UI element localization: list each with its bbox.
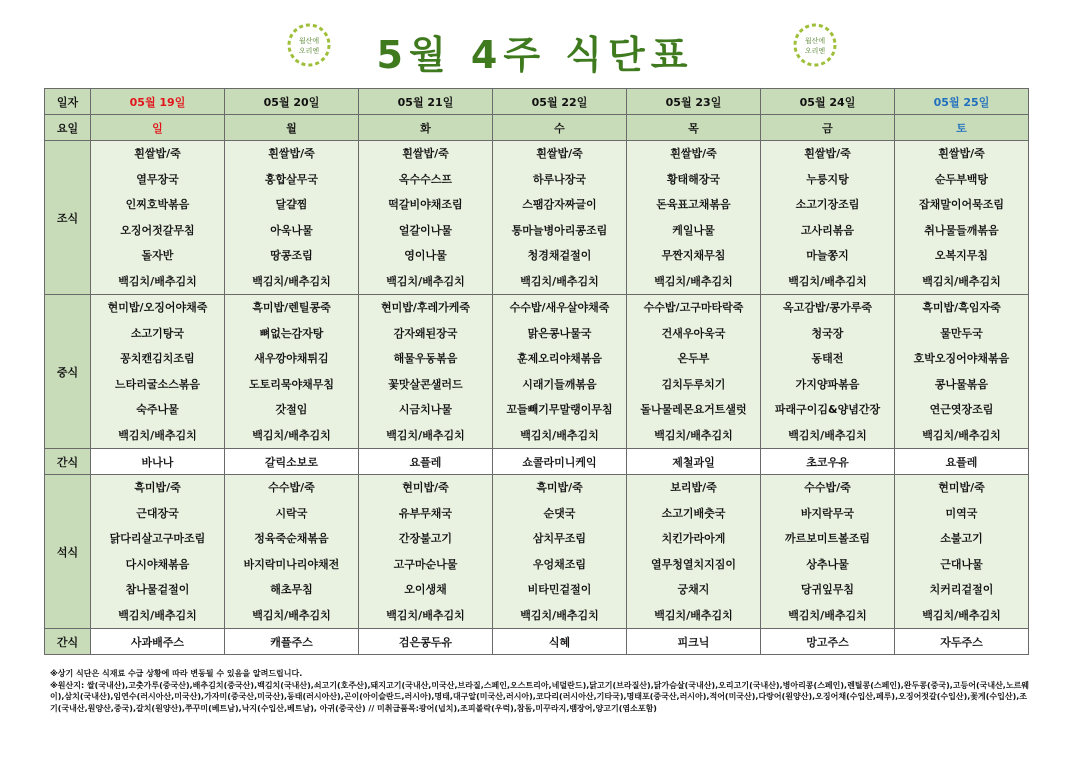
menu-item: 인찌호박볶음 [125, 198, 190, 211]
menu-item: 오징어젓갈무침 [120, 223, 195, 237]
snack1-row [45, 449, 1029, 475]
menu-item: 현미밥/죽 [938, 481, 985, 494]
menu-item: 백김치/배추김치 [788, 274, 867, 288]
dinner-cell [895, 475, 1029, 629]
menu-item: 소고기장조림 [795, 198, 860, 211]
menu-item: 동태전 [811, 352, 844, 365]
menu-item: 오이생채 [404, 583, 447, 596]
menu-item: 백김치/배추김치 [386, 274, 465, 288]
page-title: 5월 4주 식단표 [376, 33, 694, 77]
snack-cell: 자두주스 [895, 629, 1029, 655]
weekday-cell: 수 [493, 115, 627, 141]
menu-item: 백김치/배추김치 [386, 428, 465, 442]
lunch-cell [627, 295, 761, 449]
date-cell: 05월 22일 [493, 89, 627, 115]
date-cell: 05월 19일 [91, 89, 225, 115]
date-cell: 05월 24일 [761, 89, 895, 115]
menu-item: 백김치/배추김치 [520, 428, 599, 442]
lunch-cell [895, 295, 1029, 449]
footnotes [50, 668, 1030, 714]
menu-item: 홍합살무국 [264, 172, 319, 186]
snack-cell: 갈릭소보로 [225, 449, 359, 475]
menu-item: 하루나장국 [532, 172, 587, 186]
snack-cell: 캐플주스 [225, 629, 359, 655]
menu-item: 옥고감밥/콩가루죽 [782, 301, 873, 314]
menu-item: 닭다리살고구마조림 [109, 532, 206, 545]
dinner-cell [359, 475, 493, 629]
menu-item: 현미밥/후레가케죽 [380, 301, 471, 314]
menu-item: 다시야채볶음 [125, 557, 190, 571]
menu-item: 상추나물 [806, 557, 849, 571]
menu-item: 누룽지탕 [806, 172, 849, 186]
menu-item: 흰쌀밥/죽 [134, 147, 181, 160]
snack2-row [45, 629, 1029, 655]
wreath-logo-icon [792, 22, 838, 68]
menu-item: 소고기배춧국 [661, 506, 726, 520]
weekday-cell: 일 [91, 115, 225, 141]
menu-item: 고사리볶음 [800, 223, 855, 237]
menu-item: 물만두국 [940, 326, 983, 340]
menu-item: 현미밥/오징어야채죽 [107, 301, 208, 314]
svg-text:월산에: 월산에 [804, 37, 826, 45]
row-label-dinner: 석식 [45, 475, 91, 629]
menu-item: 새우깡야채튀김 [254, 352, 329, 365]
menu-item: 백김치/배추김치 [520, 608, 599, 622]
menu-item: 취나물들깨볶음 [924, 223, 999, 237]
menu-item: 흑미밥/렌틸콩죽 [252, 301, 331, 314]
snack-cell: 식혜 [493, 629, 627, 655]
row-label-snack2: 간식 [45, 629, 91, 655]
menu-item: 미역국 [945, 506, 978, 520]
origin-note: ※원산지: 쌀(국내산),고춧가루(중국산),배추김치(중국산),백김치(국내산),쇠고기(호주산),돼지고기(국내산,미국산,브라질,스페인,오스트리아,네덜란드),닭고기(브라질산),닭가슴살(국내산),오리고기(국내산),병아리콩(스페인),렌틸콩(스페인),완두콩(중국),고등어(국내산,노르웨이),삼치(국내산),임연수(러시아산,미국산),가자미(중국산,미국산),동태(러시아산),곤이(아이슬란드,러시아),명태,대구알(미국산,러시아),코다리(러시아산,기타국),명태포(중국산,러시아),적어(미국산),다랑어(원양산),오징어채(수입산,페루),오징어젓갈(수입산),꽃게(수입산),조기(국내산,원양산,중국),갈치(원양산),쭈꾸미(베트남),낙지(수입산,베트남), 아귀(중국산) // 미취급품목:광어(넙치),조피볼락(우럭),참돔,미꾸라지,뱀장어,양고기(염소포함) [50, 680, 1030, 713]
menu-item: 감자왜된장국 [393, 326, 458, 340]
menu-item: 까르보미트볼조림 [784, 532, 870, 545]
menu-item: 도토리묵야채무침 [248, 377, 334, 391]
snack-cell: 피크닉 [627, 629, 761, 655]
svg-text:오리엔: 오리엔 [298, 47, 320, 55]
row-label-lunch: 중식 [45, 295, 91, 449]
snack-cell: 초코우유 [761, 449, 895, 475]
menu-item: 통마늘병아리콩조림 [511, 223, 608, 237]
snack-cell: 제철과일 [627, 449, 761, 475]
weekday-row [45, 115, 1029, 141]
menu-item: 백김치/배추김치 [788, 428, 867, 442]
notice-note: ※상기 식단은 식재료 수급 상황에 따라 변동될 수 있음을 알려드립니다. [50, 669, 303, 678]
dinner-cell [493, 475, 627, 629]
menu-item: 백김치/배추김치 [252, 608, 331, 622]
lunch-cell [761, 295, 895, 449]
menu-item: 정육죽순채볶음 [254, 532, 329, 545]
breakfast-cell [493, 141, 627, 295]
menu-item: 궁채지 [677, 583, 710, 596]
menu-item: 수수밥/죽 [268, 481, 315, 494]
menu-item: 뼈없는감자탕 [259, 326, 324, 340]
menu-item: 흑미밥/죽 [536, 481, 583, 494]
date-cell: 05월 20일 [225, 89, 359, 115]
menu-item: 열무장국 [136, 172, 179, 186]
menu-item: 호박오징어야채볶음 [913, 352, 1010, 365]
menu-item: 꼬들빼기무말랭이무침 [506, 403, 613, 416]
row-label-breakfast: 조식 [45, 141, 91, 295]
menu-item: 연근엿장조림 [929, 403, 994, 416]
breakfast-cell [761, 141, 895, 295]
menu-item: 시락국 [275, 506, 308, 520]
menu-item: 꽁치캔김치조림 [120, 352, 195, 365]
menu-item: 달걀찜 [275, 198, 308, 211]
menu-item: 우엉채조림 [532, 557, 587, 571]
row-label-day: 요일 [45, 115, 91, 141]
menu-item: 고구마순나물 [393, 557, 458, 571]
menu-item: 보리밥/죽 [670, 481, 717, 494]
snack-cell: 요플레 [895, 449, 1029, 475]
menu-item: 백김치/배추김치 [922, 608, 1001, 622]
menu-item: 스팸감자짜글이 [522, 198, 597, 211]
menu-item: 흰쌀밥/죽 [804, 147, 851, 160]
weekday-cell: 월 [225, 115, 359, 141]
breakfast-cell [359, 141, 493, 295]
row-label-date: 일자 [45, 89, 91, 115]
lunch-cell [493, 295, 627, 449]
menu-item: 수수밥/죽 [804, 481, 851, 494]
menu-item: 무짠지채무침 [661, 249, 726, 262]
menu-item: 콩나물볶음 [934, 377, 989, 391]
date-row [45, 89, 1029, 115]
menu-item: 백김치/배추김치 [118, 608, 197, 622]
menu-item: 옥수수스프 [398, 172, 453, 186]
menu-item: 돈육표고채볶음 [656, 198, 731, 211]
menu-item: 수수밥/새우살야채죽 [509, 301, 610, 314]
menu-item: 백김치/배추김치 [118, 428, 197, 442]
menu-item: 김치두루치기 [661, 377, 726, 391]
menu-item: 당귀잎무침 [800, 583, 855, 596]
menu-item: 파래구이김&양념간장 [774, 403, 881, 416]
menu-item: 백김치/배추김치 [788, 608, 867, 622]
menu-item: 수수밥/고구마타락죽 [643, 301, 744, 314]
menu-item: 참나물겉절이 [125, 583, 190, 596]
menu-item: 백김치/배추김치 [654, 428, 733, 442]
menu-item: 땅콩조림 [270, 249, 313, 262]
svg-text:월산에: 월산에 [298, 37, 320, 45]
date-cell: 05월 21일 [359, 89, 493, 115]
menu-item: 흰쌀밥/죽 [938, 147, 985, 160]
breakfast-cell [627, 141, 761, 295]
menu-item: 순댓국 [543, 506, 576, 520]
menu-item: 치킨가라아게 [661, 532, 726, 545]
menu-item: 근대나물 [940, 557, 983, 571]
snack-cell: 검은콩두유 [359, 629, 493, 655]
menu-item: 흰쌀밥/죽 [670, 147, 717, 160]
lunch-row [45, 295, 1029, 449]
menu-item: 마늘쫑지 [806, 249, 849, 262]
menu-item: 백김치/배추김치 [252, 274, 331, 288]
snack-cell: 쇼콜라미니케익 [493, 449, 627, 475]
menu-item: 백김치/배추김치 [252, 428, 331, 442]
weekday-cell: 토 [895, 115, 1029, 141]
menu-item: 아욱나물 [270, 223, 313, 237]
menu-item: 근대장국 [136, 506, 179, 520]
dinner-cell [225, 475, 359, 629]
menu-item: 맑은콩나물국 [527, 326, 592, 340]
lunch-cell [359, 295, 493, 449]
snack-cell: 사과배주스 [91, 629, 225, 655]
date-cell: 05월 23일 [627, 89, 761, 115]
menu-item: 치커리겉절이 [929, 583, 994, 596]
menu-item: 바지락무국 [800, 506, 855, 520]
date-cell: 05월 25일 [895, 89, 1029, 115]
menu-item: 청국장 [811, 326, 844, 340]
menu-item: 느타리굴소스볶음 [114, 377, 200, 391]
menu-item: 백김치/배추김치 [922, 428, 1001, 442]
page-header [0, 0, 1070, 88]
menu-item: 현미밥/죽 [402, 481, 449, 494]
menu-item: 해초무침 [270, 583, 313, 596]
menu-item: 돌자반 [141, 249, 174, 262]
menu-item: 시래기들깨볶음 [522, 377, 597, 391]
svg-text:오리엔: 오리엔 [804, 47, 826, 55]
menu-item: 간장불고기 [398, 532, 453, 545]
menu-item: 비타민겉절이 [527, 583, 592, 596]
menu-item: 영이나물 [404, 249, 447, 262]
weekday-cell: 목 [627, 115, 761, 141]
menu-item: 흰쌀밥/죽 [402, 147, 449, 160]
menu-item: 건새우아욱국 [661, 326, 726, 340]
menu-item: 백김치/배추김치 [520, 274, 599, 288]
menu-item: 백김치/배추김치 [654, 274, 733, 288]
snack-cell: 바나나 [91, 449, 225, 475]
menu-item: 갓절임 [275, 403, 308, 416]
menu-item: 백김치/배추김치 [654, 608, 733, 622]
dinner-cell [627, 475, 761, 629]
dinner-cell [91, 475, 225, 629]
breakfast-cell [225, 141, 359, 295]
menu-item: 해물우동볶음 [393, 352, 458, 365]
menu-item: 오복지무침 [934, 249, 989, 262]
menu-item: 흑미밥/흑임자죽 [922, 301, 1001, 314]
menu-item: 얼갈이나물 [398, 223, 453, 237]
dinner-row [45, 475, 1029, 629]
menu-item: 훈제오리야채볶음 [516, 352, 602, 365]
menu-item: 유부무채국 [398, 506, 453, 520]
row-label-snack1: 간식 [45, 449, 91, 475]
menu-item: 흰쌀밥/죽 [268, 147, 315, 160]
menu-item: 잡채말이어묵조림 [918, 198, 1004, 211]
menu-item: 바지락미나리야채전 [243, 557, 340, 571]
menu-item: 떡갈비야채조림 [388, 198, 463, 211]
menu-item: 열무청열치지짐이 [650, 557, 736, 571]
snack-cell: 요플레 [359, 449, 493, 475]
menu-item: 흑미밥/죽 [134, 481, 181, 494]
menu-item: 돌나물레몬요거트샐럿 [640, 403, 747, 416]
menu-item: 백김치/배추김치 [922, 274, 1001, 288]
snack-cell: 망고주스 [761, 629, 895, 655]
weekday-cell: 화 [359, 115, 493, 141]
menu-item: 흰쌀밥/죽 [536, 147, 583, 160]
breakfast-cell [91, 141, 225, 295]
breakfast-cell [895, 141, 1029, 295]
lunch-cell [225, 295, 359, 449]
menu-item: 소불고기 [940, 532, 983, 545]
menu-item: 삼치무조림 [532, 532, 587, 545]
weekday-cell: 금 [761, 115, 895, 141]
menu-item: 순두부백탕 [934, 172, 989, 186]
menu-item: 온두부 [677, 352, 710, 365]
menu-item: 백김치/배추김치 [386, 608, 465, 622]
menu-item: 백김치/배추김치 [118, 274, 197, 288]
menu-item: 청경채겉절이 [527, 249, 592, 262]
menu-item: 꽃맛살콘샐러드 [388, 377, 463, 391]
dinner-cell [761, 475, 895, 629]
menu-item: 숙주나물 [136, 403, 179, 416]
breakfast-row [45, 141, 1029, 295]
menu-item: 소고기탕국 [130, 326, 185, 340]
menu-item: 시금치나물 [398, 403, 453, 416]
menu-item: 케일나물 [672, 223, 715, 237]
menu-item: 가지양파볶음 [795, 377, 860, 391]
meal-table [44, 88, 1029, 655]
menu-item: 황태해장국 [666, 172, 721, 186]
lunch-cell [91, 295, 225, 449]
